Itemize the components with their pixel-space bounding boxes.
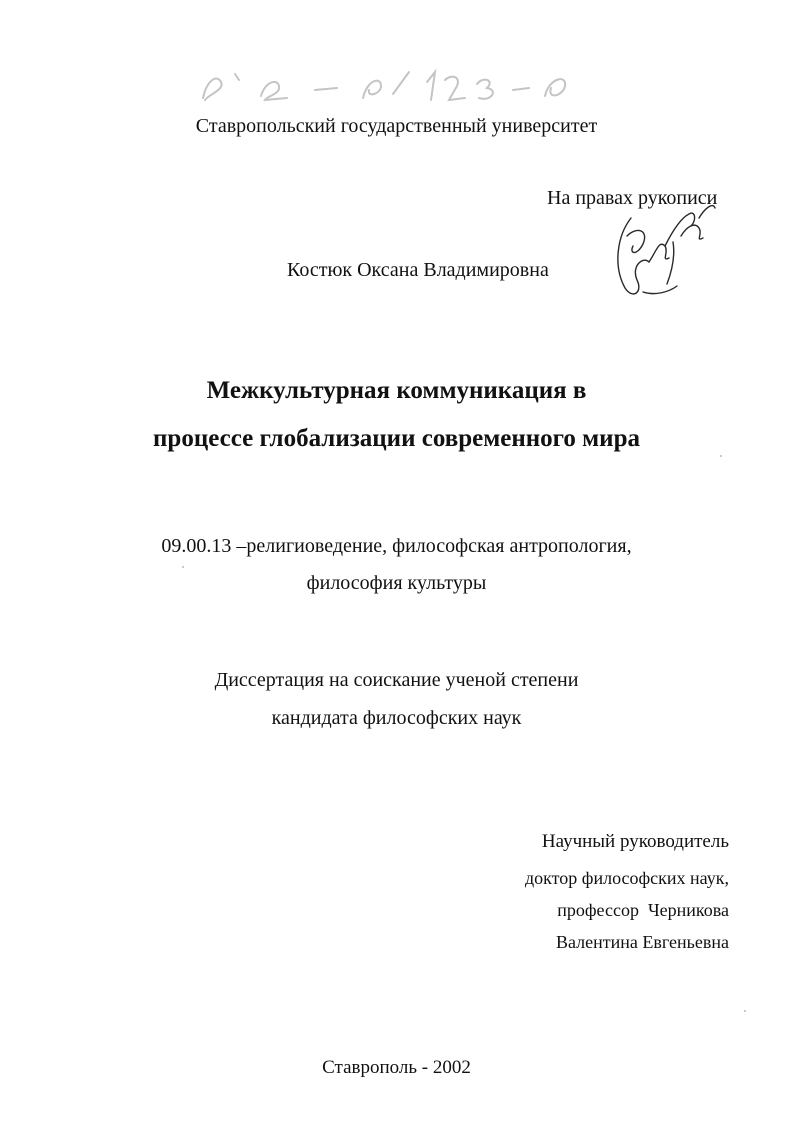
dissertation-title-line-1: Межкультурная коммуникация в bbox=[206, 377, 587, 404]
supervisor-title-surname: профессор Черникова bbox=[557, 900, 729, 920]
scan-speck bbox=[720, 455, 722, 457]
supervisor-given-names: Валентина Евгеньевна bbox=[556, 932, 729, 952]
degree-line-1: Диссертация на соискание ученой степени bbox=[214, 669, 579, 691]
manuscript-rights-note: На правах рукописи bbox=[547, 187, 718, 209]
supervisor-degree: доктор философских наук, bbox=[525, 868, 729, 888]
scan-speck bbox=[182, 566, 184, 568]
city-and-year: Ставрополь - 2002 bbox=[322, 1057, 471, 1078]
dissertation-title-line-2: процессе глобализации современного мира bbox=[153, 425, 640, 452]
pencil-archive-mark bbox=[195, 60, 585, 110]
specialty-line-2: философия культуры bbox=[306, 572, 487, 594]
supervisor-heading: Научный руководитель bbox=[541, 831, 729, 852]
university-name: Ставропольский государственный университет bbox=[195, 115, 598, 137]
degree-line-2: кандидата философских наук bbox=[271, 707, 522, 729]
author-name: Костюк Оксана Владимировна bbox=[287, 259, 549, 281]
scan-speck bbox=[744, 1010, 746, 1012]
author-signature bbox=[603, 196, 723, 306]
specialty-line-1: 09.00.13 –религиоведение, философская антропология, bbox=[161, 535, 632, 557]
